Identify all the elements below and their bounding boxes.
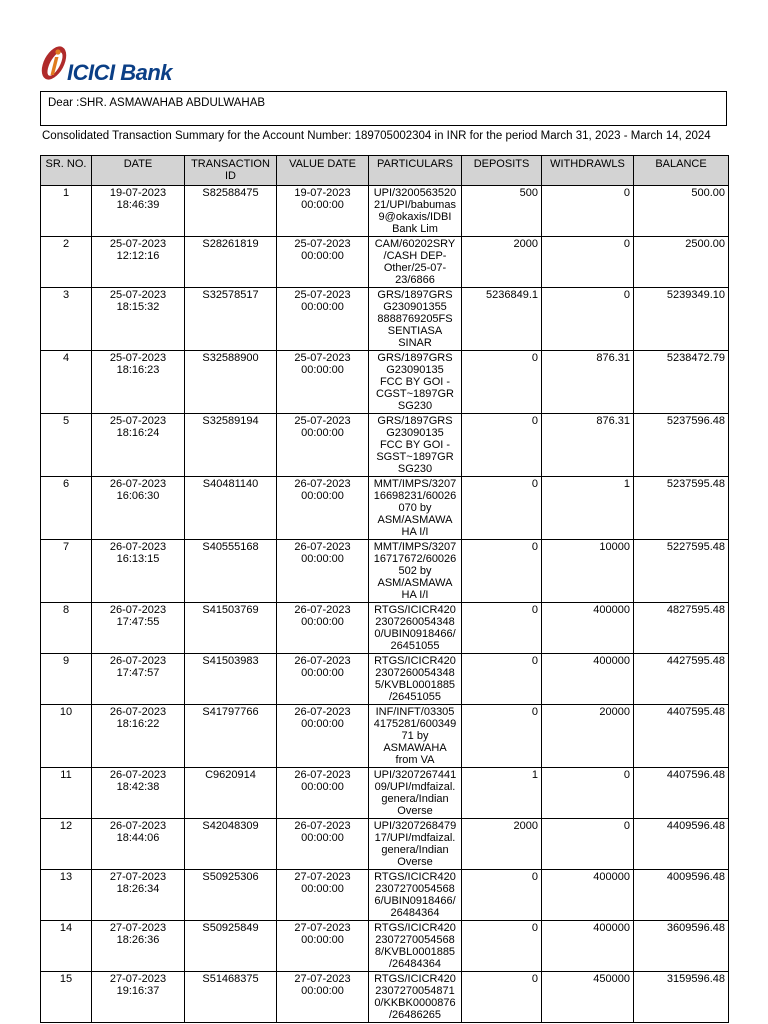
particulars-cell: CAM/60202SRY /CASH DEP- Other/25-07- 23/6866 <box>369 237 462 288</box>
table-row <box>41 186 729 237</box>
table-row <box>41 414 729 477</box>
value-date-cell: 27-07-2023 00:00:00 <box>277 870 369 921</box>
sr-no-cell: 1 <box>41 186 92 237</box>
withdrawls-cell: 876.31 <box>542 414 634 477</box>
date-cell: 26-07-2023 18:42:38 <box>92 768 185 819</box>
sr-no-cell: 5 <box>41 414 92 477</box>
particulars-cell: UPI/3200563520 21/UPI/babumas 9@okaxis/IDBI Bank Lim <box>369 186 462 237</box>
transaction-id-cell: S42048309 <box>185 819 277 870</box>
balance-cell: 3159596.48 <box>634 972 729 1023</box>
balance-cell: 5227595.48 <box>634 540 729 603</box>
sr-no-cell: 7 <box>41 540 92 603</box>
date-cell: 27-07-2023 18:26:34 <box>92 870 185 921</box>
date-cell: 19-07-2023 18:46:39 <box>92 186 185 237</box>
withdrawls-cell: 0 <box>542 288 634 351</box>
withdrawls-cell: 400000 <box>542 870 634 921</box>
col-header-deposits: DEPOSITS <box>462 156 542 186</box>
transaction-id-cell: S51468375 <box>185 972 277 1023</box>
sr-no-cell: 8 <box>41 603 92 654</box>
value-date-cell: 25-07-2023 00:00:00 <box>277 414 369 477</box>
col-header-transaction-id: TRANSACTION ID <box>185 156 277 186</box>
col-header-withdrawls: WITHDRAWLS <box>542 156 634 186</box>
withdrawls-cell: 400000 <box>542 603 634 654</box>
balance-cell: 4409596.48 <box>634 819 729 870</box>
value-date-cell: 26-07-2023 00:00:00 <box>277 654 369 705</box>
transaction-id-cell: S41503769 <box>185 603 277 654</box>
withdrawls-cell: 876.31 <box>542 351 634 414</box>
deposits-cell: 0 <box>462 972 542 1023</box>
table-row <box>41 603 729 654</box>
deposits-cell: 0 <box>462 351 542 414</box>
date-cell: 26-07-2023 16:06:30 <box>92 477 185 540</box>
particulars-cell: GRS/1897GRS G230901355 8888769205FS SENTIASA SINAR <box>369 288 462 351</box>
withdrawls-cell: 400000 <box>542 921 634 972</box>
col-header-particulars: PARTICULARS <box>369 156 462 186</box>
balance-cell: 5237596.48 <box>634 414 729 477</box>
date-cell: 25-07-2023 18:16:24 <box>92 414 185 477</box>
transactions-table <box>40 155 729 1023</box>
date-cell: 27-07-2023 18:26:36 <box>92 921 185 972</box>
sr-no-cell: 12 <box>41 819 92 870</box>
table-row <box>41 288 729 351</box>
date-cell: 26-07-2023 18:16:22 <box>92 705 185 768</box>
date-cell: 26-07-2023 17:47:55 <box>92 603 185 654</box>
date-cell: 26-07-2023 18:44:06 <box>92 819 185 870</box>
transaction-id-cell: S32578517 <box>185 288 277 351</box>
withdrawls-cell: 20000 <box>542 705 634 768</box>
withdrawls-cell: 0 <box>542 768 634 819</box>
date-cell: 25-07-2023 12:12:16 <box>92 237 185 288</box>
transaction-id-cell: S50925849 <box>185 921 277 972</box>
sr-no-cell: 9 <box>41 654 92 705</box>
particulars-cell: MMT/IMPS/3207 16717672/60026 502 by ASM/ASMAWA HA I/I <box>369 540 462 603</box>
sr-no-cell: 13 <box>41 870 92 921</box>
date-cell: 26-07-2023 17:47:57 <box>92 654 185 705</box>
value-date-cell: 26-07-2023 00:00:00 <box>277 603 369 654</box>
table-row <box>41 921 729 972</box>
particulars-cell: GRS/1897GRS G23090135 FCC BY GOI - SGST~1897GR SG230 <box>369 414 462 477</box>
col-header-balance: BALANCE <box>634 156 729 186</box>
value-date-cell: 26-07-2023 00:00:00 <box>277 477 369 540</box>
balance-cell: 4407596.48 <box>634 768 729 819</box>
table-row <box>41 477 729 540</box>
greeting-box <box>40 91 727 126</box>
balance-cell: 5239349.10 <box>634 288 729 351</box>
particulars-cell: RTGS/ICICR420 2307270054568 8/KVBL0001885 /26484364 <box>369 921 462 972</box>
greeting-text: Dear :SHR. ASMAWAHAB ABDULWAHAB <box>48 97 266 109</box>
particulars-cell: RTGS/ICICR420 2307260054348 5/KVBL0001885 /26451055 <box>369 654 462 705</box>
bank-name: ICICI Bank <box>67 60 173 85</box>
particulars-cell: GRS/1897GRS G23090135 FCC BY GOI - CGST~1897GR SG230 <box>369 351 462 414</box>
balance-cell: 4407595.48 <box>634 705 729 768</box>
particulars-cell: MMT/IMPS/3207 16698231/60026 070 by ASM/ASMAWA HA I/I <box>369 477 462 540</box>
deposits-cell: 0 <box>462 705 542 768</box>
balance-cell: 4827595.48 <box>634 603 729 654</box>
transaction-id-cell: S41503983 <box>185 654 277 705</box>
table-row <box>41 768 729 819</box>
sr-no-cell: 2 <box>41 237 92 288</box>
deposits-cell: 0 <box>462 654 542 705</box>
deposits-cell: 2000 <box>462 819 542 870</box>
bank-logo <box>40 42 240 86</box>
transaction-id-cell: S28261819 <box>185 237 277 288</box>
particulars-cell: UPI/3207267441 09/UPI/mdfaizal. genera/Indian Overse <box>369 768 462 819</box>
date-cell: 26-07-2023 16:13:15 <box>92 540 185 603</box>
sr-no-cell: 14 <box>41 921 92 972</box>
table-row <box>41 654 729 705</box>
balance-cell: 5238472.79 <box>634 351 729 414</box>
value-date-cell: 19-07-2023 00:00:00 <box>277 186 369 237</box>
transaction-id-cell: S32589194 <box>185 414 277 477</box>
balance-cell: 4009596.48 <box>634 870 729 921</box>
withdrawls-cell: 10000 <box>542 540 634 603</box>
transaction-id-cell: S41797766 <box>185 705 277 768</box>
particulars-cell: RTGS/ICICR420 2307260054348 0/UBIN0918466/ 26451055 <box>369 603 462 654</box>
balance-cell: 2500.00 <box>634 237 729 288</box>
withdrawls-cell: 0 <box>542 186 634 237</box>
sr-no-cell: 10 <box>41 705 92 768</box>
deposits-cell: 0 <box>462 414 542 477</box>
deposits-cell: 5236849.1 <box>462 288 542 351</box>
value-date-cell: 27-07-2023 00:00:00 <box>277 972 369 1023</box>
table-row <box>41 237 729 288</box>
deposits-cell: 0 <box>462 540 542 603</box>
table-header-row <box>41 156 729 186</box>
deposits-cell: 1 <box>462 768 542 819</box>
balance-cell: 5237595.48 <box>634 477 729 540</box>
transaction-id-cell: S50925306 <box>185 870 277 921</box>
table-row <box>41 819 729 870</box>
particulars-cell: RTGS/ICICR420 2307270054871 0/KKBK0000876 /26486265 <box>369 972 462 1023</box>
transaction-id-cell: S40481140 <box>185 477 277 540</box>
withdrawls-cell: 450000 <box>542 972 634 1023</box>
value-date-cell: 26-07-2023 00:00:00 <box>277 540 369 603</box>
value-date-cell: 26-07-2023 00:00:00 <box>277 705 369 768</box>
deposits-cell: 500 <box>462 186 542 237</box>
sr-no-cell: 15 <box>41 972 92 1023</box>
sr-no-cell: 6 <box>41 477 92 540</box>
transaction-id-cell: S40555168 <box>185 540 277 603</box>
statement-summary: Consolidated Transaction Summary for the Account Number: 189705002304 in INR for the period March 31, 2023 - March 14, 2024 <box>42 130 711 142</box>
withdrawls-cell: 1 <box>542 477 634 540</box>
date-cell: 25-07-2023 18:15:32 <box>92 288 185 351</box>
balance-cell: 4427595.48 <box>634 654 729 705</box>
deposits-cell: 0 <box>462 477 542 540</box>
value-date-cell: 26-07-2023 00:00:00 <box>277 819 369 870</box>
withdrawls-cell: 0 <box>542 237 634 288</box>
col-header-sr-no: SR. NO. <box>41 156 92 186</box>
table-row <box>41 972 729 1023</box>
particulars-cell: RTGS/ICICR420 2307270054568 6/UBIN0918466/ 26484364 <box>369 870 462 921</box>
table-row <box>41 351 729 414</box>
withdrawls-cell: 400000 <box>542 654 634 705</box>
deposits-cell: 2000 <box>462 237 542 288</box>
deposits-cell: 0 <box>462 603 542 654</box>
transaction-id-cell: S82588475 <box>185 186 277 237</box>
sr-no-cell: 11 <box>41 768 92 819</box>
sr-no-cell: 4 <box>41 351 92 414</box>
particulars-cell: UPI/3207268479 17/UPI/mdfaizal. genera/Indian Overse <box>369 819 462 870</box>
date-cell: 27-07-2023 19:16:37 <box>92 972 185 1023</box>
value-date-cell: 25-07-2023 00:00:00 <box>277 237 369 288</box>
icici-logo-icon <box>40 42 70 84</box>
value-date-cell: 27-07-2023 00:00:00 <box>277 921 369 972</box>
deposits-cell: 0 <box>462 870 542 921</box>
balance-cell: 3609596.48 <box>634 921 729 972</box>
date-cell: 25-07-2023 18:16:23 <box>92 351 185 414</box>
table-row <box>41 705 729 768</box>
value-date-cell: 26-07-2023 00:00:00 <box>277 768 369 819</box>
transaction-id-cell: C9620914 <box>185 768 277 819</box>
transaction-id-cell: S32588900 <box>185 351 277 414</box>
sr-no-cell: 3 <box>41 288 92 351</box>
deposits-cell: 0 <box>462 921 542 972</box>
table-row <box>41 540 729 603</box>
withdrawls-cell: 0 <box>542 819 634 870</box>
value-date-cell: 25-07-2023 00:00:00 <box>277 351 369 414</box>
particulars-cell: INF/INFT/03305 4175281/600349 71 by ASMAWAHA from VA <box>369 705 462 768</box>
table-row <box>41 870 729 921</box>
balance-cell: 500.00 <box>634 186 729 237</box>
col-header-date: DATE <box>92 156 185 186</box>
value-date-cell: 25-07-2023 00:00:00 <box>277 288 369 351</box>
col-header-value-date: VALUE DATE <box>277 156 369 186</box>
